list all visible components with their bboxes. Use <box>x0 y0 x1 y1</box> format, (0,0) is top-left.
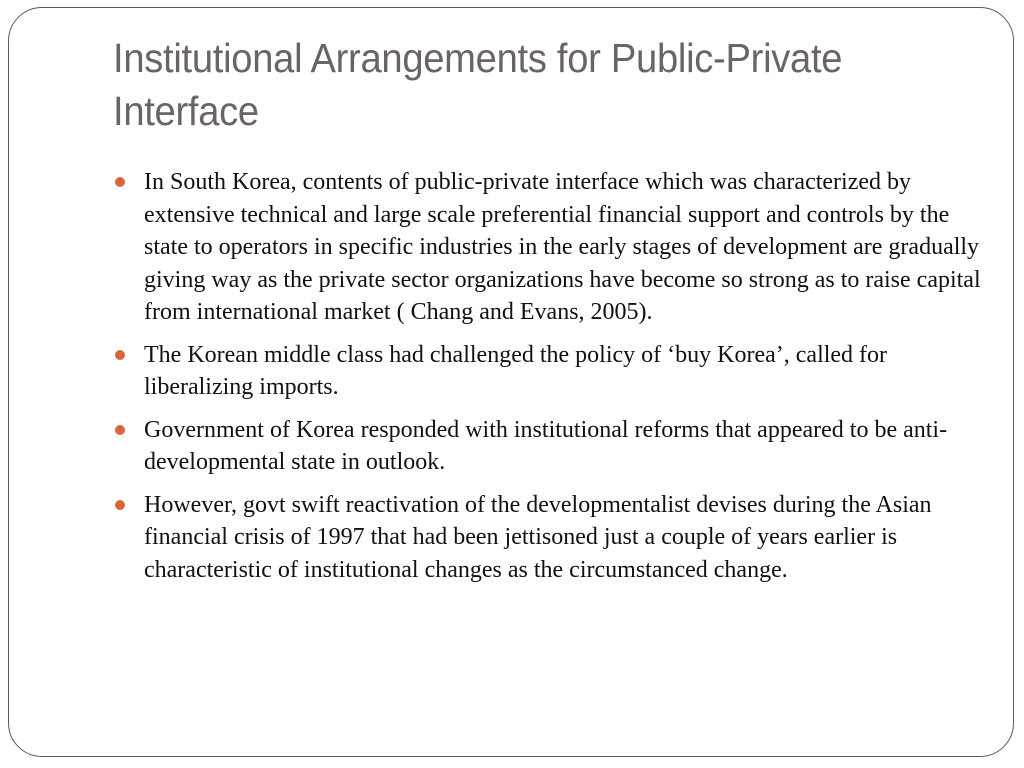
bullet-icon <box>115 350 125 360</box>
bullet-text: In South Korea, contents of public-private interface which was characterized by extensive technical and large scale preferential financial support and controls by the state to operators in specific industries in the early stages of development are gradually giving way as the private sector organizations have become so strong as to raise capital from international market ( Chang and Evans, 2005). <box>144 169 981 325</box>
bullet-icon <box>115 425 125 435</box>
bullet-list <box>112 166 982 596</box>
list-item <box>112 414 982 479</box>
list-item <box>112 339 982 404</box>
bullet-text: The Korean middle class had challenged the policy of ‘buy Korea’, called for liberalizing imports. <box>144 341 888 400</box>
bullet-text: Government of Korea responded with institutional reforms that appeared to be anti-developmental state in outlook. <box>144 416 948 475</box>
slide-title: Institutional Arrangements for Public-Private Interface <box>113 35 843 134</box>
list-item <box>112 489 982 587</box>
bullet-text: However, govt swift reactivation of the developmentalist devises during the Asian financial crisis of 1997 that had been jettisoned just a couple of years earlier is characteristic of institutional changes as the circumstanced change. <box>144 491 932 583</box>
list-item <box>112 166 982 329</box>
bullet-icon <box>115 177 125 187</box>
bullet-icon <box>115 500 125 510</box>
